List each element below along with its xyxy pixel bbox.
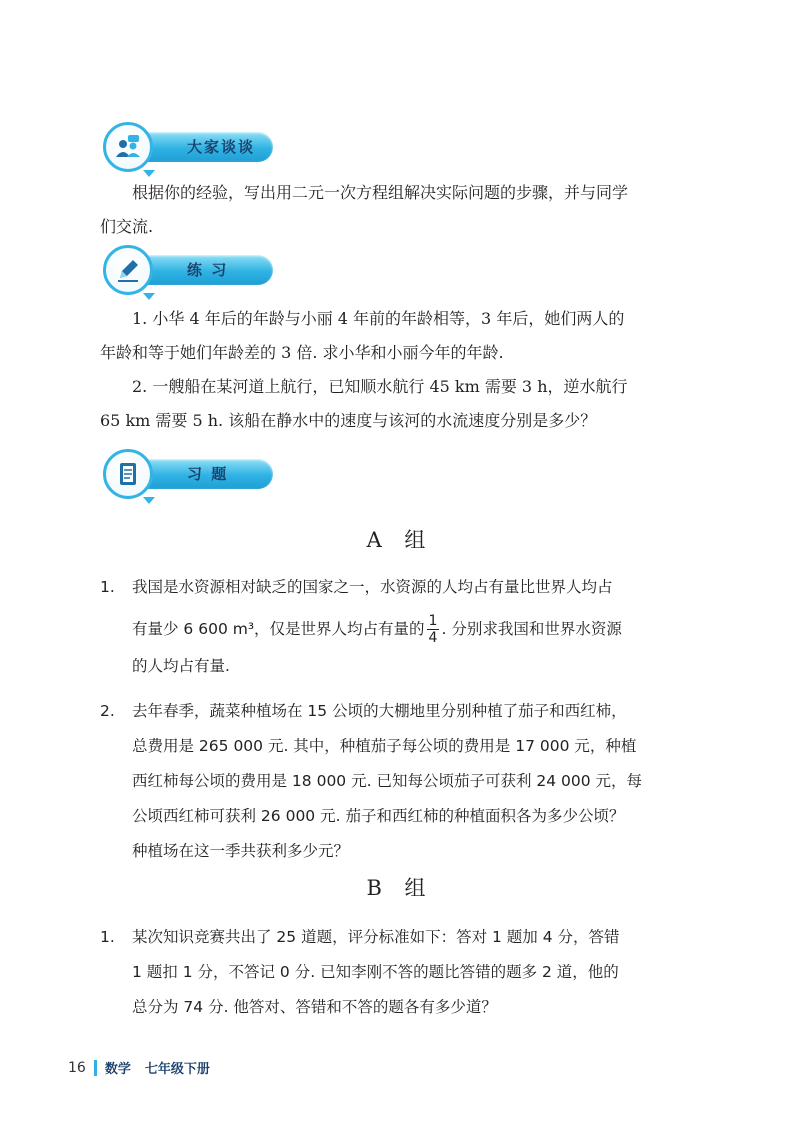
- practice-item-2: 2. 一艘船在某河道上航行，已知顺水航行 45 km 需要 3 h，逆水航行 65 km 需要 5 h. 该船在静水中的速度与该河的水流速度分别是多少？: [100, 377, 628, 430]
- fraction-one-quarter: $\frac{1}{4}$: [428, 613, 438, 646]
- group-a-title: A 组: [366, 528, 434, 552]
- practice-label: 练 习: [187, 261, 229, 279]
- discuss-label: 大家谈谈: [187, 138, 256, 156]
- discuss-badge: [103, 122, 275, 172]
- b-problem-1: 1. 某次知识竞赛共出了 25 道题，评分标准如下：答对 1 题加 4 分，答错 1 题扣 1 分，不答记 0 分. 已知李刚不答的题比答错的题多 2 道，他的 总分为 74 分. 他答对、答错和不答的题各有多少道？: [100, 928, 620, 1016]
- footer-divider: [94, 1060, 97, 1076]
- footer-book: 七年级下册: [144, 1062, 210, 1077]
- discuss-text: 根据你的经验，写出用二元一次方程组解决实际问题的步骤，并与同学 们交流.: [100, 183, 629, 236]
- footer-subject: 数学: [104, 1062, 131, 1077]
- a-problem-2: 2. 去年春季，蔬菜种植场在 15 公顷的大棚地里分别种植了茄子和西红柿， 总费用是 265 000 元. 其中，种植茄子每公顷的费用是 17 000 元，种植 西红柿每公顷的费用是 18 000 元. 已知每公顷茄子可获利 24 000 元，每 公顷西红柿可获利 26 000 元. 茄子和西红柿的种植面积各为多少公顷？ 种植场在这一季共获利多少元？: [100, 702, 643, 860]
- group-b-title: B 组: [366, 876, 434, 900]
- page-number: 16: [68, 1059, 86, 1076]
- exercises-label: 习 题: [187, 465, 229, 483]
- practice-badge: [103, 245, 275, 295]
- exercises-badge: [103, 449, 275, 499]
- notebook-icon: [114, 460, 142, 488]
- page-footer: [68, 1058, 210, 1077]
- a-problem-1: 1. 我国是水资源相对缺乏的国家之一，水资源的人均占有量比世界人均占 有量少 6 600 m³，仅是世界人均占有量的 $\frac{1}{4}$ . 分别求我国和世界水资源 的人均占有量.: [100, 578, 622, 675]
- people-discuss-icon: [114, 133, 142, 161]
- pencil-icon: [114, 256, 142, 284]
- practice-item-1: 1. 小华 4 年后的年龄与小丽 4 年前的年龄相等，3 年后，她们两人的 年龄和等于她们年龄差的 3 倍. 求小华和小丽今年的年龄.: [100, 309, 625, 362]
